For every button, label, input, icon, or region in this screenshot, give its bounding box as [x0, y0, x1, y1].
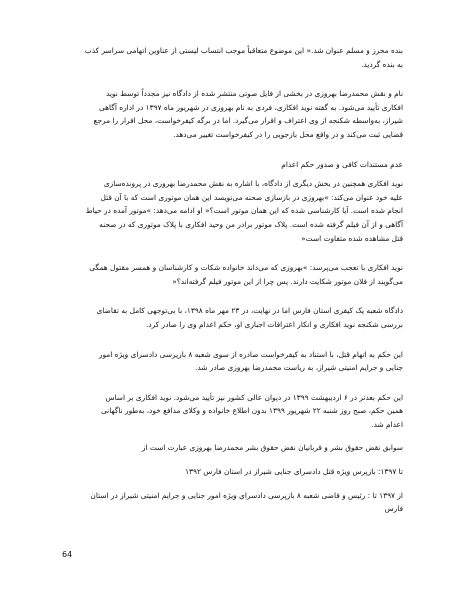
- text-line: می‌گویند از فلان موتور شکایت دارند. پس چرا از این موتور فیلم گرفته‌اند؟«: [172, 276, 403, 286]
- text-line: آگاهی و از آن فیلم گرفته شده است. پلاک موتور برادر من وحید افکاری با پلاک موتوری که در صحنه: [99, 219, 403, 229]
- text-line: قتل مشاهده شده متفاوت است«: [301, 233, 403, 243]
- text-line: افکاری تأیید می‌شود. به گفته نوید افکاری، فردی به نام بهروزی در شهریور ماه ۱۳۹۷ در اداره آگاهی: [99, 102, 403, 112]
- paragraph-record-2: [62, 489, 403, 516]
- paragraph-indictment: [62, 348, 403, 375]
- paragraph-execution: [62, 391, 403, 432]
- text-line: نوید افکاری با تعجب می‌پرسد: »بهروزی که می‌داند خانواده شکات و کارشناسان و همسر مقتول همگی: [89, 263, 403, 273]
- text-line: نام و نقش محمدرضا بهروزی در بخشی از فایل صوتی منتشر شده از دادگاه نیز مجدداً توسط نوید: [105, 89, 403, 99]
- text-line: فارس: [384, 504, 403, 514]
- paragraph-behroozi-role: [62, 87, 403, 141]
- text-line: سوابق نقض حقوق بشر و قربانیان نقض حقوق بشر محمدرضا بهروزی عبارت است از: [141, 443, 403, 453]
- text-line: این حکم به اتهام قتل، با استناد به کیفرخواست صادره از سوی شعبه ۸ بازپرسی دادسرای ویژه امور: [98, 349, 403, 359]
- text-line: تا ۱۳۹۷: بازپرس ویژه قتل دادسرای جنایی شیراز در استان فارس ۱۳۹۲: [185, 467, 403, 477]
- paragraph-question: [62, 261, 403, 288]
- text-line: این حکم بعدتر در ۶ اردیبهشت ۱۳۹۹ در دیوان عالی کشور نیز تأیید می‌شود. نوید افکاری بر اساس: [105, 392, 403, 402]
- text-line: همین حکم، صبح روز شنبه ۲۲ شهریور ۱۳۹۹ بدون اطلاع خانواده و وکلای مدافع خود، به‌طور ناگهانی: [100, 406, 403, 416]
- text-line: به بنده گردید.: [361, 59, 403, 69]
- paragraph-intro: [62, 44, 403, 71]
- text-line: اعدام شد.: [371, 419, 403, 429]
- text-line: نوید افکاری همچنین در بخش دیگری از دادگاه، با اشاره به نقش محمدرضا بهروزی در پرونده‌سازی: [103, 179, 403, 189]
- paragraph-motorcycle: [62, 177, 403, 245]
- paragraph-record-1: [62, 465, 403, 479]
- page-number: 64: [62, 550, 73, 559]
- text-line: علیه خود عنوان می‌کند: »بهروزی در بازسازی صحنه می‌نویسد این همان موتوری است که با آن قتل: [100, 192, 403, 202]
- paragraph-court-ruling: [62, 304, 403, 331]
- text-line: جنایی و جرایم امنیتی شیراز، به ریاست محمدرضا بهروزی صادر شد.: [195, 363, 403, 373]
- paragraph-records-intro: [62, 441, 403, 455]
- text-line: قضایی ثبت می‌کند و در واقع محل بازجویی را در کیفرخواست تغییر می‌دهد.: [173, 129, 403, 139]
- text-line: دادگاه شعبه یک کیفری استان فارس اما در نهایت، در ۲۳ مهر ماه ۱۳۹۸، با بی‌توجهی کامل به تقاضای: [96, 306, 403, 316]
- text-line: از ۱۳۹۷ تا : رئیس و قاضی شعبه ۸ بازپرسی دادسرای ویژه امور جنایی و جرایم امنیتی شیراز در استان: [90, 490, 403, 500]
- heading-text: عدم مستندات کافی و صدور حکم اعدام: [281, 159, 403, 169]
- text-line: بررسی شکنجه نوید افکاری و انکار اعترافات اجباری او، حکم اعدام وی را صادر کرد.: [145, 319, 403, 329]
- section-heading: [62, 158, 403, 172]
- text-line: شیراز، به‌واسطه شکنجه از وی اعتراف و اقرار می‌گیرد. اما در برگه کیفرخواست، محل اقرار را مرجع: [93, 116, 403, 126]
- text-line: انجام شده است. آیا کارشناسی شده که این همان موتور است؟« او ادامه می‌دهد: »موتور آمده در حیاط: [85, 206, 403, 216]
- text-line: بنده محرز و مسلم عنوان شد.« این موضوع متعاقباً موجب انتساب لیستی از عناوین اتهامی سراسر کذب: [84, 46, 403, 55]
